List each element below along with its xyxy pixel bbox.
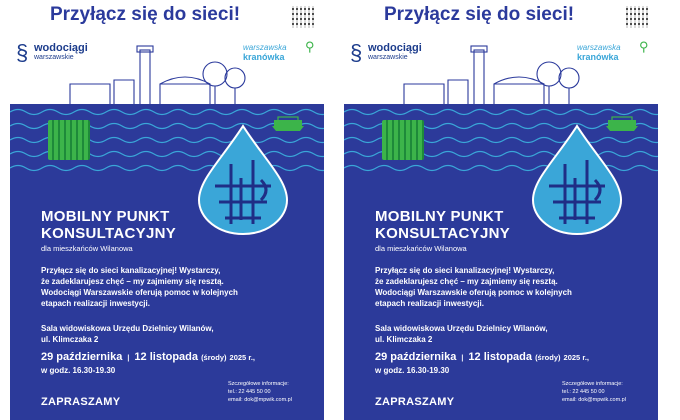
kranowka-line1: warszawska: [577, 43, 621, 52]
wodociagi-logo: [350, 40, 460, 66]
green-grid-icon: [382, 120, 424, 160]
audience: dla mieszkańców Wilanowa: [375, 244, 467, 253]
date-2: 12 listopada: [468, 351, 532, 363]
date-1: 29 października: [41, 351, 123, 363]
body-line: Wodociągi Warszawskie oferują pomoc w kolejnych: [375, 288, 572, 297]
event-dates: [41, 351, 255, 363]
body-line: że zadeklarujesz chęć – my zajmiemy się resztą.: [375, 277, 558, 286]
poster-right: [344, 0, 658, 420]
invite-text: ZAPRASZAMY: [375, 396, 455, 408]
event-hours: w godz. 16.30-19.30: [41, 366, 116, 375]
date-year: 2025 r.,: [563, 353, 589, 362]
body-line: etapach realizacji inwestycji.: [375, 299, 484, 308]
title-line1: MOBILNY PUNKT: [375, 208, 504, 225]
body-line: że zadeklarujesz chęć – my zajmiemy się resztą.: [41, 277, 224, 286]
invite-text: ZAPRASZAMY: [41, 396, 121, 408]
audience: dla mieszkańców Wilanowa: [41, 244, 133, 253]
title-line2: KONSULTACYJNY: [41, 225, 177, 242]
green-grid-icon: [48, 120, 90, 160]
event-dates: [375, 351, 589, 363]
venue-line: ul. Klimczaka 2: [41, 335, 99, 344]
date-separator: |: [461, 355, 464, 362]
tap-icon: ⚲: [639, 39, 649, 54]
venue-line: Sala widowiskowa Urzędu Dzielnicy Wilanów,: [41, 324, 214, 333]
logo-name: wodociągi: [368, 42, 422, 54]
wodociagi-logo: [16, 40, 126, 66]
date-day: (środy): [201, 353, 227, 362]
poster-left: [10, 0, 324, 420]
tap-icon: ⚲: [305, 39, 315, 54]
poster-body: [41, 265, 273, 309]
details-email: email: dok@mpwik.com.pl: [228, 397, 292, 403]
details-label: Szczegółowe informacje:: [562, 381, 623, 387]
logo-sub: warszawskie: [368, 54, 408, 61]
title-line2: KONSULTACYJNY: [375, 225, 511, 242]
kranowka-line1: warszawska: [243, 43, 287, 52]
details-phone: tel.: 22 445 50 00: [562, 389, 605, 395]
wodociagi-logo-icon: §: [350, 40, 363, 65]
water-drop-pipes-icon: [529, 124, 625, 236]
body-line: etapach realizacji inwestycji.: [41, 299, 150, 308]
body-line: Przyłącz się do sieci kanalizacyjnej! Wystarczy,: [375, 266, 555, 275]
contact-details: [228, 380, 292, 404]
kranowka-logo: [243, 39, 323, 73]
details-label: Szczegółowe informacje:: [228, 381, 289, 387]
poster-title: [375, 208, 510, 242]
kranowka-line2: kranówka: [243, 52, 285, 62]
logo-name: wodociągi: [34, 42, 88, 54]
poster-headline: Przyłącz się do sieci!: [383, 4, 575, 25]
qr-code-icon: [626, 6, 648, 28]
poster-title: [41, 208, 176, 242]
details-email: email: dok@mpwik.com.pl: [562, 397, 626, 403]
contact-details: [562, 380, 626, 404]
date-1: 29 października: [375, 351, 457, 363]
event-hours: w godz. 16.30-19.30: [375, 366, 450, 375]
date-year: 2025 r.,: [229, 353, 255, 362]
date-separator: |: [127, 355, 130, 362]
venue-line: Sala widowiskowa Urzędu Dzielnicy Wilanów,: [375, 324, 548, 333]
title-line1: MOBILNY PUNKT: [41, 208, 170, 225]
water-drop-pipes-icon: [195, 124, 291, 236]
kranowka-logo: [577, 39, 657, 73]
body-line: Wodociągi Warszawskie oferują pomoc w kolejnych: [41, 288, 238, 297]
date-day: (środy): [535, 353, 561, 362]
venue-line: ul. Klimczaka 2: [375, 335, 433, 344]
details-phone: tel.: 22 445 50 00: [228, 389, 271, 395]
logo-sub: warszawskie: [34, 54, 74, 61]
venue: [41, 323, 214, 345]
poster-headline: Przyłącz się do sieci!: [49, 4, 241, 25]
date-2: 12 listopada: [134, 351, 198, 363]
body-line: Przyłącz się do sieci kanalizacyjnej! Wystarczy,: [41, 266, 221, 275]
poster-body: [375, 265, 607, 309]
qr-code-icon: [292, 6, 314, 28]
wodociagi-logo-icon: §: [16, 40, 29, 65]
kranowka-line2: kranówka: [577, 52, 619, 62]
venue: [375, 323, 548, 345]
